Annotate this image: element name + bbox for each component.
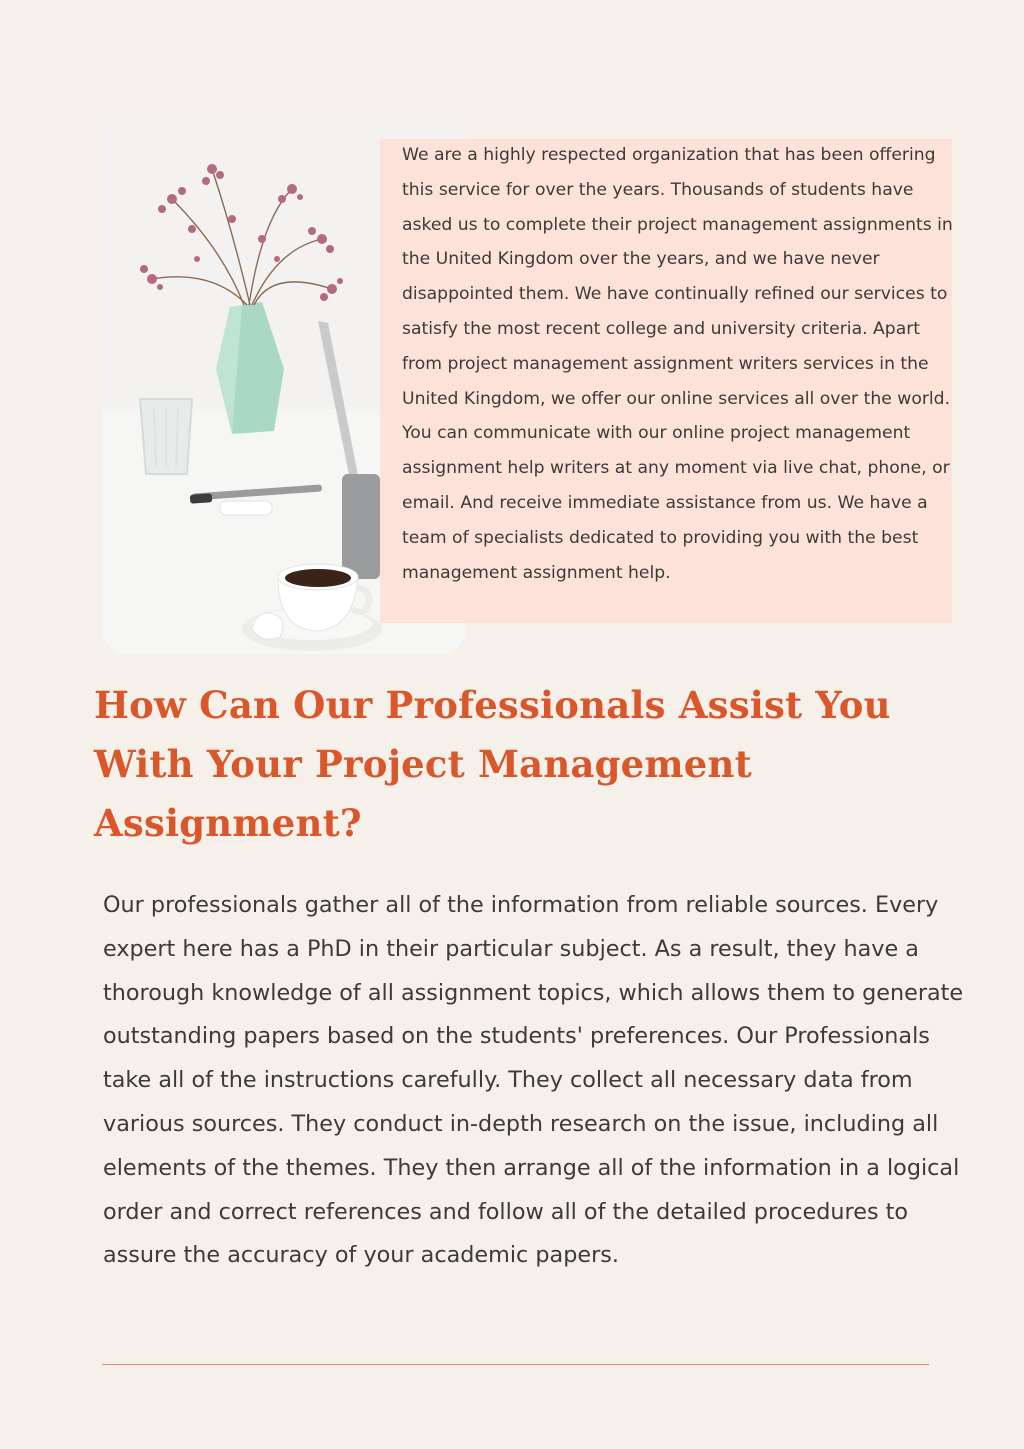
section-paragraph: Our professionals gather all of the information from reliable sources. Every expert here has a PhD in their particular subject. As a result, they have a thorough knowledge of all assignment topics, which allows them to generate outstanding papers based on the students' preferences. Our Professionals take all of the instructions carefully. They collect all necessary data from various sources. They conduct in-depth research on the issue, including all elements of the themes. They then arrange all of the information in a logical order and correct references and follow all of the detailed procedures to assure the accuracy of your academic papers. — [103, 892, 964, 1269]
bottom-divider — [102, 1364, 929, 1365]
water-glass — [140, 399, 192, 474]
section-heading: How Can Our Professionals Assist You With Your Project Management Assignment? — [94, 683, 891, 845]
intro-paragraph: We are a highly respected organization that has been offering this service for over the years. Thousands of students have asked us to complete their project management assignments in the United Kingdom over the years, and we have never disappointed them. We have continually refined our services to satisfy the most recent college and university criteria. Apart from project management assignment writers services in the United Kingdom, we offer our online services all over the world. You can communicate with our online project management assignment help writers at any moment via live chat, phone, or email. And receive immediate assistance from us. We have a team of specialists dedicated to providing you with the best management assignment help. — [402, 145, 953, 583]
laptop-body — [342, 474, 380, 579]
